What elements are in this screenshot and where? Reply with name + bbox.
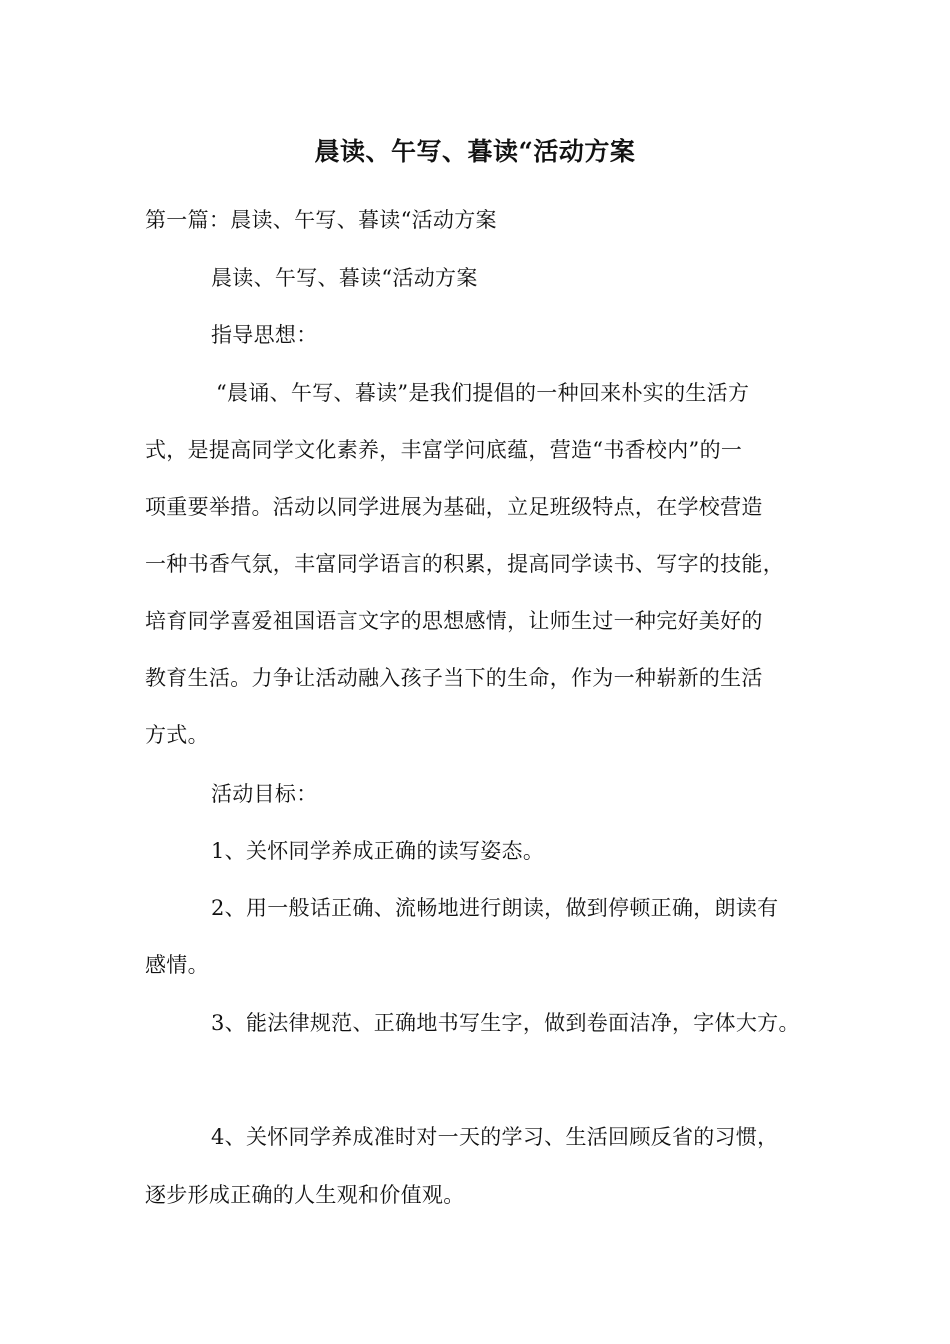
paragraph-line: “晨诵、午写、暮读”是我们提倡的一种回来朴实的生活方 [216,381,750,405]
goal-item-continuation: 感情。 [145,953,209,977]
paragraph-line: 方式。 [145,723,209,747]
paragraph-line: 一种书香气氛，丰富同学语言的积累，提高同学读书、写字的技能， [145,552,784,576]
activity-goals-heading: 活动目标： [211,782,318,806]
goal-item-continuation: 逐步形成正确的人生观和价值观。 [145,1183,465,1207]
goal-item: 3、能法律规范、正确地书写生字，做到卷面洁净，字体大方。 [211,1011,800,1035]
subtitle-line: 晨读、午写、暮读“活动方案 [211,266,478,290]
paragraph-line: 培育同学喜爱祖国语言文字的思想感情，让师生过一种完好美好的 [145,609,763,633]
goal-item: 1、关怀同学养成正确的读写姿态。 [211,839,545,863]
paragraph-line: 项重要举措。活动以同学进展为基础，立足班级特点，在学校营造 [145,495,763,519]
guiding-thought-heading: 指导思想： [211,323,318,347]
goal-item: 4、关怀同学养成准时对一天的学习、生活回顾反省的习惯， [211,1125,779,1149]
paragraph-line: 教育生活。力争让活动融入孩子当下的生命，作为一种崭新的生活 [145,666,763,690]
goal-item: 2、用一般话正确、流畅地进行朗读，做到停顿正确，朗读有 [211,896,779,920]
section-heading: 第一篇：晨读、午写、暮读“活动方案 [145,208,497,232]
paragraph-line: 式，是提高同学文化素养，丰富学问底蕴，营造“书香校内”的一 [145,438,743,462]
document-title: 晨读、午写、暮读“活动方案 [314,137,636,166]
